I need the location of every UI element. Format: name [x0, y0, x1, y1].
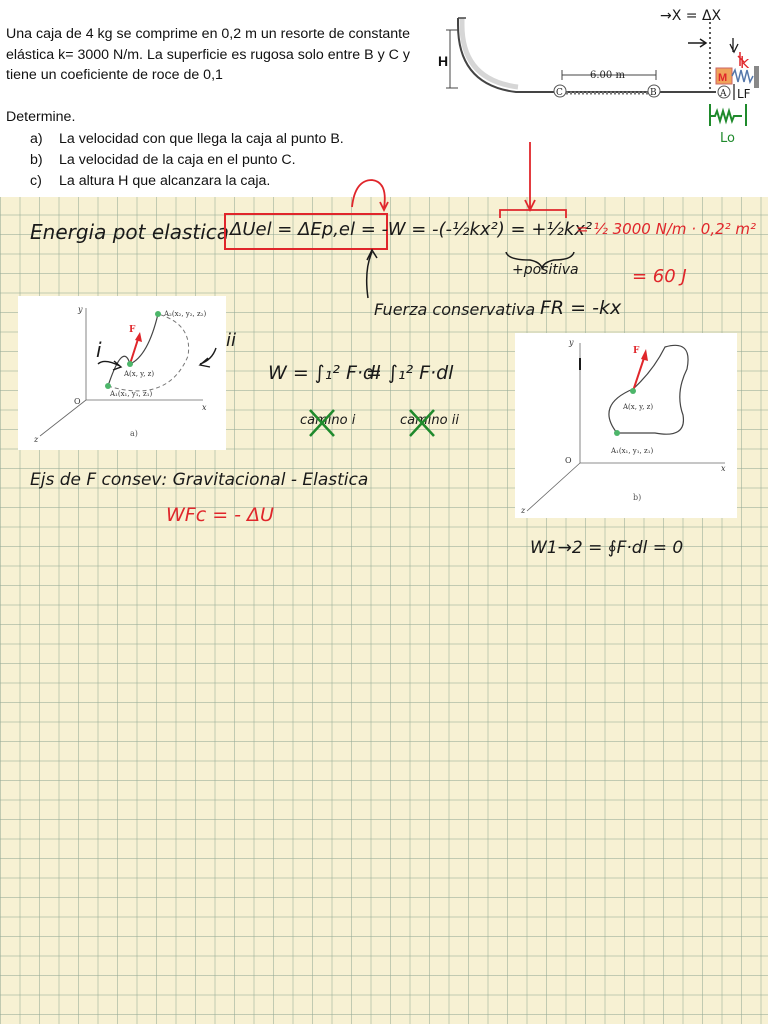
question-text: La velocidad con que llega la caja al punto B. [59, 131, 344, 147]
lf-label: LF [737, 87, 751, 101]
block-m-label: M [718, 72, 728, 84]
label-ii: ii [226, 330, 237, 351]
axis-z-label: z [34, 435, 39, 444]
determine-label: Determine. [6, 109, 76, 125]
path-ii-label: camino ii [400, 413, 459, 428]
black-arrow-up [367, 250, 377, 298]
distance-label: 6.00 m [590, 70, 625, 81]
point-a-label: A [720, 89, 727, 99]
point-b-label: B [650, 88, 657, 98]
axis-y-label: y [78, 305, 83, 314]
result-value: = 60 J [632, 266, 687, 287]
axis-x-label: x [202, 403, 207, 412]
red-bracket [500, 210, 566, 218]
energy-label: Energia pot elastica [30, 220, 230, 244]
green-crosses [296, 404, 456, 444]
path-i-label: camino i [300, 413, 356, 428]
point-a-label: A(x, y, z) [623, 403, 654, 411]
delta-u-equation: ΔUel = ΔEp,el = -W = -(-½kx²) = +½kx² [230, 219, 593, 240]
k-label: k [740, 53, 750, 72]
conservative-force-label: Fuerza conservativa [374, 300, 536, 319]
work-conservative-equation: WFc = - ΔU [166, 504, 274, 526]
displacement-label: →X = ΔX [660, 8, 722, 24]
red-arrow-top [525, 142, 535, 210]
caption: a) [130, 429, 138, 438]
force-label: F [129, 325, 136, 335]
force-equation: FR = -kx [540, 297, 622, 319]
question-letter: b) [30, 152, 43, 168]
axis-y-label: y [569, 338, 574, 347]
closed-path [609, 345, 688, 434]
label-arrows [90, 340, 240, 400]
red-arrow-w [352, 180, 388, 210]
force-label: F [633, 346, 640, 356]
positive-label: +positiva [512, 262, 579, 278]
point-a2-label: A₂(x₂, y₂, z₂) [164, 310, 207, 318]
problem-statement: Una caja de 4 kg se comprime en 0,2 m un resorte de constante elástica k= 3000 N/m. La superficie es rugosa solo entre B y C y tiene un coeficiente de roce de 0,1 [6, 26, 410, 83]
point-a1-label: A₁(x₁, y₁, z₁) [110, 390, 153, 398]
conservative-force-examples: Ejs de F consev: Gravitacional - Elastica [30, 470, 369, 490]
figure-b [515, 333, 737, 518]
l0-label: Lo [720, 131, 735, 146]
question-text: La velocidad de la caja en el punto C. [59, 152, 296, 168]
work-integral-path-1: W = ∫₁² F·dl [268, 362, 381, 384]
work-integral-path-2: = ∫₁² F·dl [366, 362, 454, 384]
height-label: H [438, 53, 449, 69]
caption: b) [633, 493, 642, 502]
axis-x-label: x [721, 464, 726, 473]
axis-z-label: z [521, 506, 526, 515]
point-a-label: A(x, y, z) [124, 370, 155, 378]
origin-label: O [74, 397, 81, 406]
label-i: i [96, 338, 102, 362]
question-text: La altura H que alcanzara la caja. [59, 173, 271, 189]
figure-b-panel [515, 333, 737, 518]
question-letter: a) [30, 131, 43, 147]
point-c-label: C [556, 88, 563, 98]
black-mark [579, 358, 581, 370]
closed-loop-work-equation: W1→2 = ∮F·dl = 0 [530, 538, 684, 558]
calc-expression: = ½ 3000 N/m · 0,2² m² [576, 220, 757, 238]
question-letter: c) [30, 173, 42, 189]
origin-label: O [565, 456, 572, 465]
point-a1-label: A₁(x₁, y₁, z₁) [611, 447, 654, 455]
